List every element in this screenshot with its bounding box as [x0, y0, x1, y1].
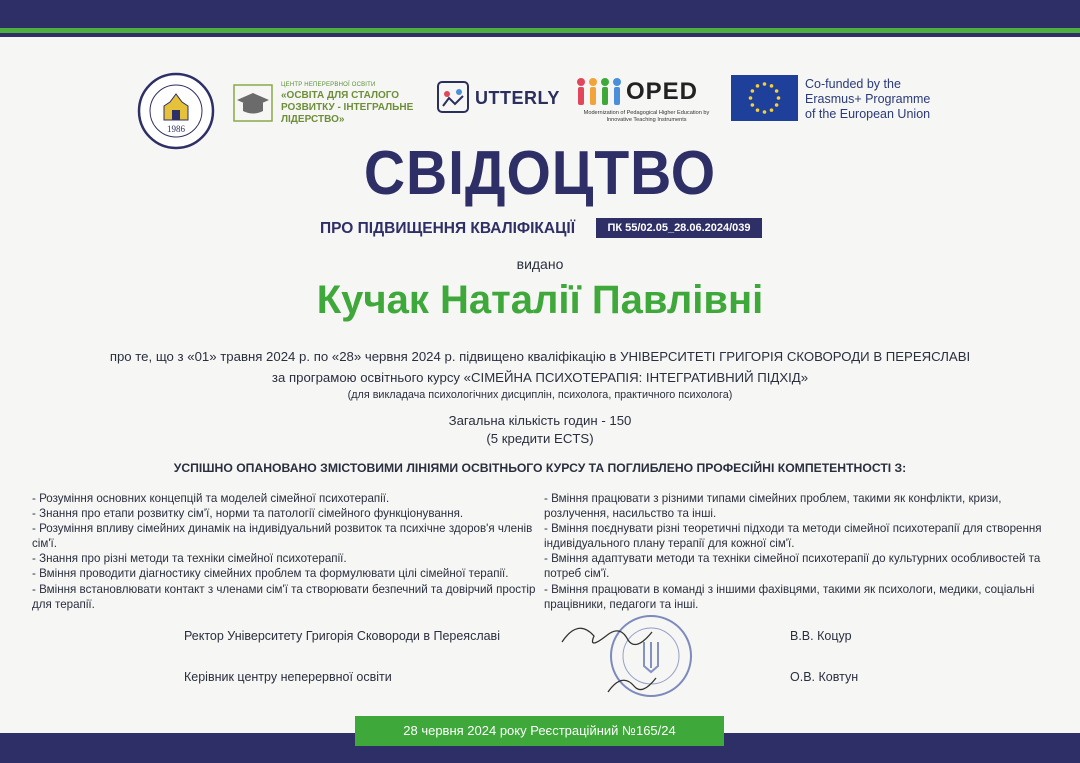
- rector-role: Ректор Університету Григорія Сковороди в Переяславі: [184, 629, 500, 643]
- competences-left-column: [32, 491, 542, 612]
- utterly-logo: [435, 76, 565, 120]
- certificate-code-badge: ПК 55/02.05_28.06.2024/039: [596, 218, 762, 238]
- subtitle-row: [0, 218, 1080, 240]
- erasmus-line-1: Co-funded by the: [805, 77, 901, 91]
- issued-label: видано: [516, 256, 564, 272]
- oped-subtitle: Modernization of Pedagogical Higher Education by Innovative Teaching Instruments: [583, 110, 710, 123]
- eu-star-icon: [775, 89, 779, 93]
- list-item: - Розуміння основних концепцій та моделей сімейної психотерапії.: [32, 492, 390, 505]
- top-navy-stripe: [0, 33, 1080, 37]
- eu-star-icon: [756, 84, 760, 88]
- erasmus-logo: [731, 75, 961, 123]
- certificate-title: СВІДОЦТВО: [363, 139, 717, 208]
- competences-heading: УСПІШНО ОПАНОВАНО ЗМІСТОВИМИ ЛІНІЯМИ ОСВІТНЬОГО КУРСУ ТА ПОГЛИБЛЕНО ПРОФЕСІЙНІ КОМПЕТЕНТНОСТІ З:: [173, 461, 907, 475]
- eu-star-icon: [770, 108, 774, 112]
- eu-star-icon: [763, 82, 767, 86]
- erasmus-text: [805, 77, 930, 122]
- eu-star-icon: [770, 84, 774, 88]
- eu-star-icon: [775, 103, 779, 107]
- ects-credits: (5 кредити ECTS): [486, 431, 594, 446]
- head-role: Керівник центру неперервної освіти: [184, 670, 392, 684]
- oped-logo: [574, 74, 719, 134]
- oped-wordmark: OPED: [626, 78, 699, 105]
- list-item: - Вміння поєднувати різні теоретичні підходи та методи сімейної психотерапії для створення індивідуального плану терапії для кожної сім'ї.: [544, 522, 1042, 551]
- people-icon: [574, 76, 624, 108]
- list-item: - Розуміння впливу сімейних динамік на індивідуальний розвиток та психічне здоров'я членів сім'ї.: [32, 522, 533, 551]
- list-item: - Знання про етапи розвитку сім'ї, норми та патології сімейного функціонування.: [32, 507, 464, 521]
- competences-right-column: [544, 491, 1044, 612]
- eu-star-icon: [777, 96, 781, 100]
- list-item: - Вміння адаптувати методи та техніки сімейної психотерапії до культурних особливостей та потреб сім'ї.: [544, 552, 1041, 581]
- total-hours: Загальна кількість годин - 150: [448, 413, 632, 428]
- list-item: - Знання про різні методи та техніки сімейної психотерапії.: [32, 552, 347, 566]
- course-program-line: за програмою освітнього курсу «СІМЕЙНА ПСИХОТЕРАПІЯ: ІНТЕГРАТИВНИЙ ПІДХІД»: [271, 370, 809, 385]
- eu-flag-icon: [731, 75, 798, 121]
- top-band: [0, 0, 1080, 28]
- centre-name: «ОСВІТА ДЛЯ СТАЛОГО РОЗВИТКУ - ІНТЕГРАЛЬНЕ ЛІДЕРСТВО»: [281, 90, 414, 125]
- eu-star-icon: [756, 108, 760, 112]
- rector-name: В.В. Коцур: [790, 629, 852, 643]
- head-signature: [608, 678, 656, 692]
- utterly-wordmark: UTTERLY: [475, 88, 560, 108]
- eu-star-icon: [749, 96, 753, 100]
- recipient-name: Кучак Наталії Павлівні: [316, 278, 764, 322]
- erasmus-line-3: of the European Union: [805, 107, 931, 121]
- utterly-emblem-icon: [435, 78, 473, 118]
- list-item: - Вміння працювати з різними типами сімейних проблем, такими як конфлікти, кризи, розлучення, насильство та інші.: [544, 492, 1002, 521]
- course-audience-line: (для викладача психологічних дисциплін, психолога, практичного психолога): [347, 389, 733, 401]
- registration-bar: 28 червня 2024 року Реєстраційний №165/24: [355, 716, 724, 746]
- list-item: - Вміння встановлювати контакт з членами сім'ї та створювати безпечний та довірчий простір для терапії.: [32, 582, 536, 611]
- seal-year: 1986: [167, 124, 185, 134]
- graduation-cap-icon: [233, 84, 273, 122]
- list-item: - Вміння працювати в команді з іншими фахівцями, такими як психологи, медики, соціальні працівники, педагоги та інші.: [544, 582, 1035, 611]
- centre-small-text: ЦЕНТР НЕПЕРЕРВНОЇ ОСВІТИ: [281, 82, 376, 88]
- erasmus-line-2: Erasmus+ Programme: [805, 92, 931, 106]
- certificate-subtitle: ПРО ПІДВИЩЕННЯ КВАЛІФІКАЦІЇ: [320, 220, 575, 237]
- eu-star-icon: [751, 103, 755, 107]
- continuing-education-centre-logo: [233, 76, 433, 126]
- list-item: - Вміння проводити діагностику сімейних проблем та формулювати цілі сімейної терапії.: [32, 567, 509, 581]
- head-name: О.В. Ковтун: [790, 670, 859, 684]
- eu-star-icon: [751, 89, 755, 93]
- eu-star-icon: [763, 110, 767, 114]
- official-stamp-icon: [548, 606, 708, 706]
- course-period-line: про те, що з «01» травня 2024 р. по «28» червня 2024 р. підвищено кваліфікацію в УНІВЕРСИТЕТІ ГРИГОРІЯ СКОВОРОДИ В ПЕРЕЯСЛАВІ: [109, 349, 971, 364]
